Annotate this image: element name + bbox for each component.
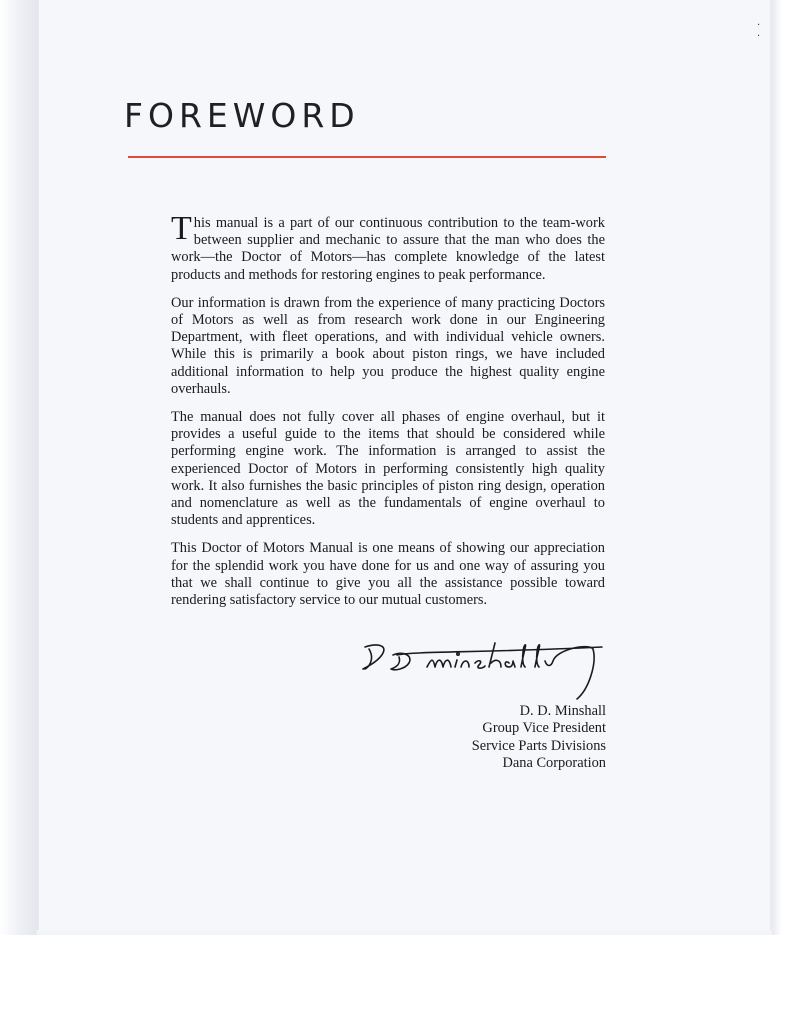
scan-mark: · · <box>757 20 761 42</box>
page-left-edge <box>0 0 37 935</box>
handwritten-signature <box>357 633 607 703</box>
paragraph-3: The manual does not fully cover all phases of engine overhaul, but it provides a useful guide to the items that should be considered while performing engine work. The information is arranged to assist the experienced Doctor of Motors in performing consistently high quality work. It also furnishes the basic principles of piston ring design, operation and nomenclature as well as the fundamentals of engine overhaul to students and apprentices. <box>171 409 605 529</box>
signoff-block <box>405 703 606 773</box>
paragraph-2: Our information is drawn from the experience of many practicing Doctors of Motors as well as from research work done in our Engineering Department, with fleet operations, and with individual vehicle owners. While this is primarily a book about piston rings, we have included additional information to help you produce the highest quality engine overhauls. <box>171 294 605 397</box>
paragraph-4: This Doctor of Motors Manual is one means of showing our appreciation for the splendid work you have done for us and one way of assuring you that we shall continue to give you all the assistance possible toward rendering satisfactory service to our mutual customers. <box>171 540 605 609</box>
signer-company: Dana Corporation <box>502 755 606 772</box>
page-title: FOREWORD <box>124 96 360 135</box>
signer-title: Group Vice President <box>482 720 606 737</box>
signer-division: Service Parts Divisions <box>471 737 606 754</box>
title-rule <box>128 156 606 158</box>
drop-cap: T <box>171 210 192 247</box>
paragraph-1 <box>171 210 605 284</box>
page-right-edge <box>772 0 807 935</box>
signature-drawing <box>357 633 607 703</box>
paragraph-1-text: his manual is a part of our continuous contribution to the team-work between supplier and mechanic to assure that the man who does the work—the Doctor of Motors—has complete knowledge of the latest products and methods for restoring engines to peak performance. <box>171 215 605 283</box>
signer-name: D. D. Minshall <box>519 703 606 719</box>
foreword-body <box>171 210 605 620</box>
